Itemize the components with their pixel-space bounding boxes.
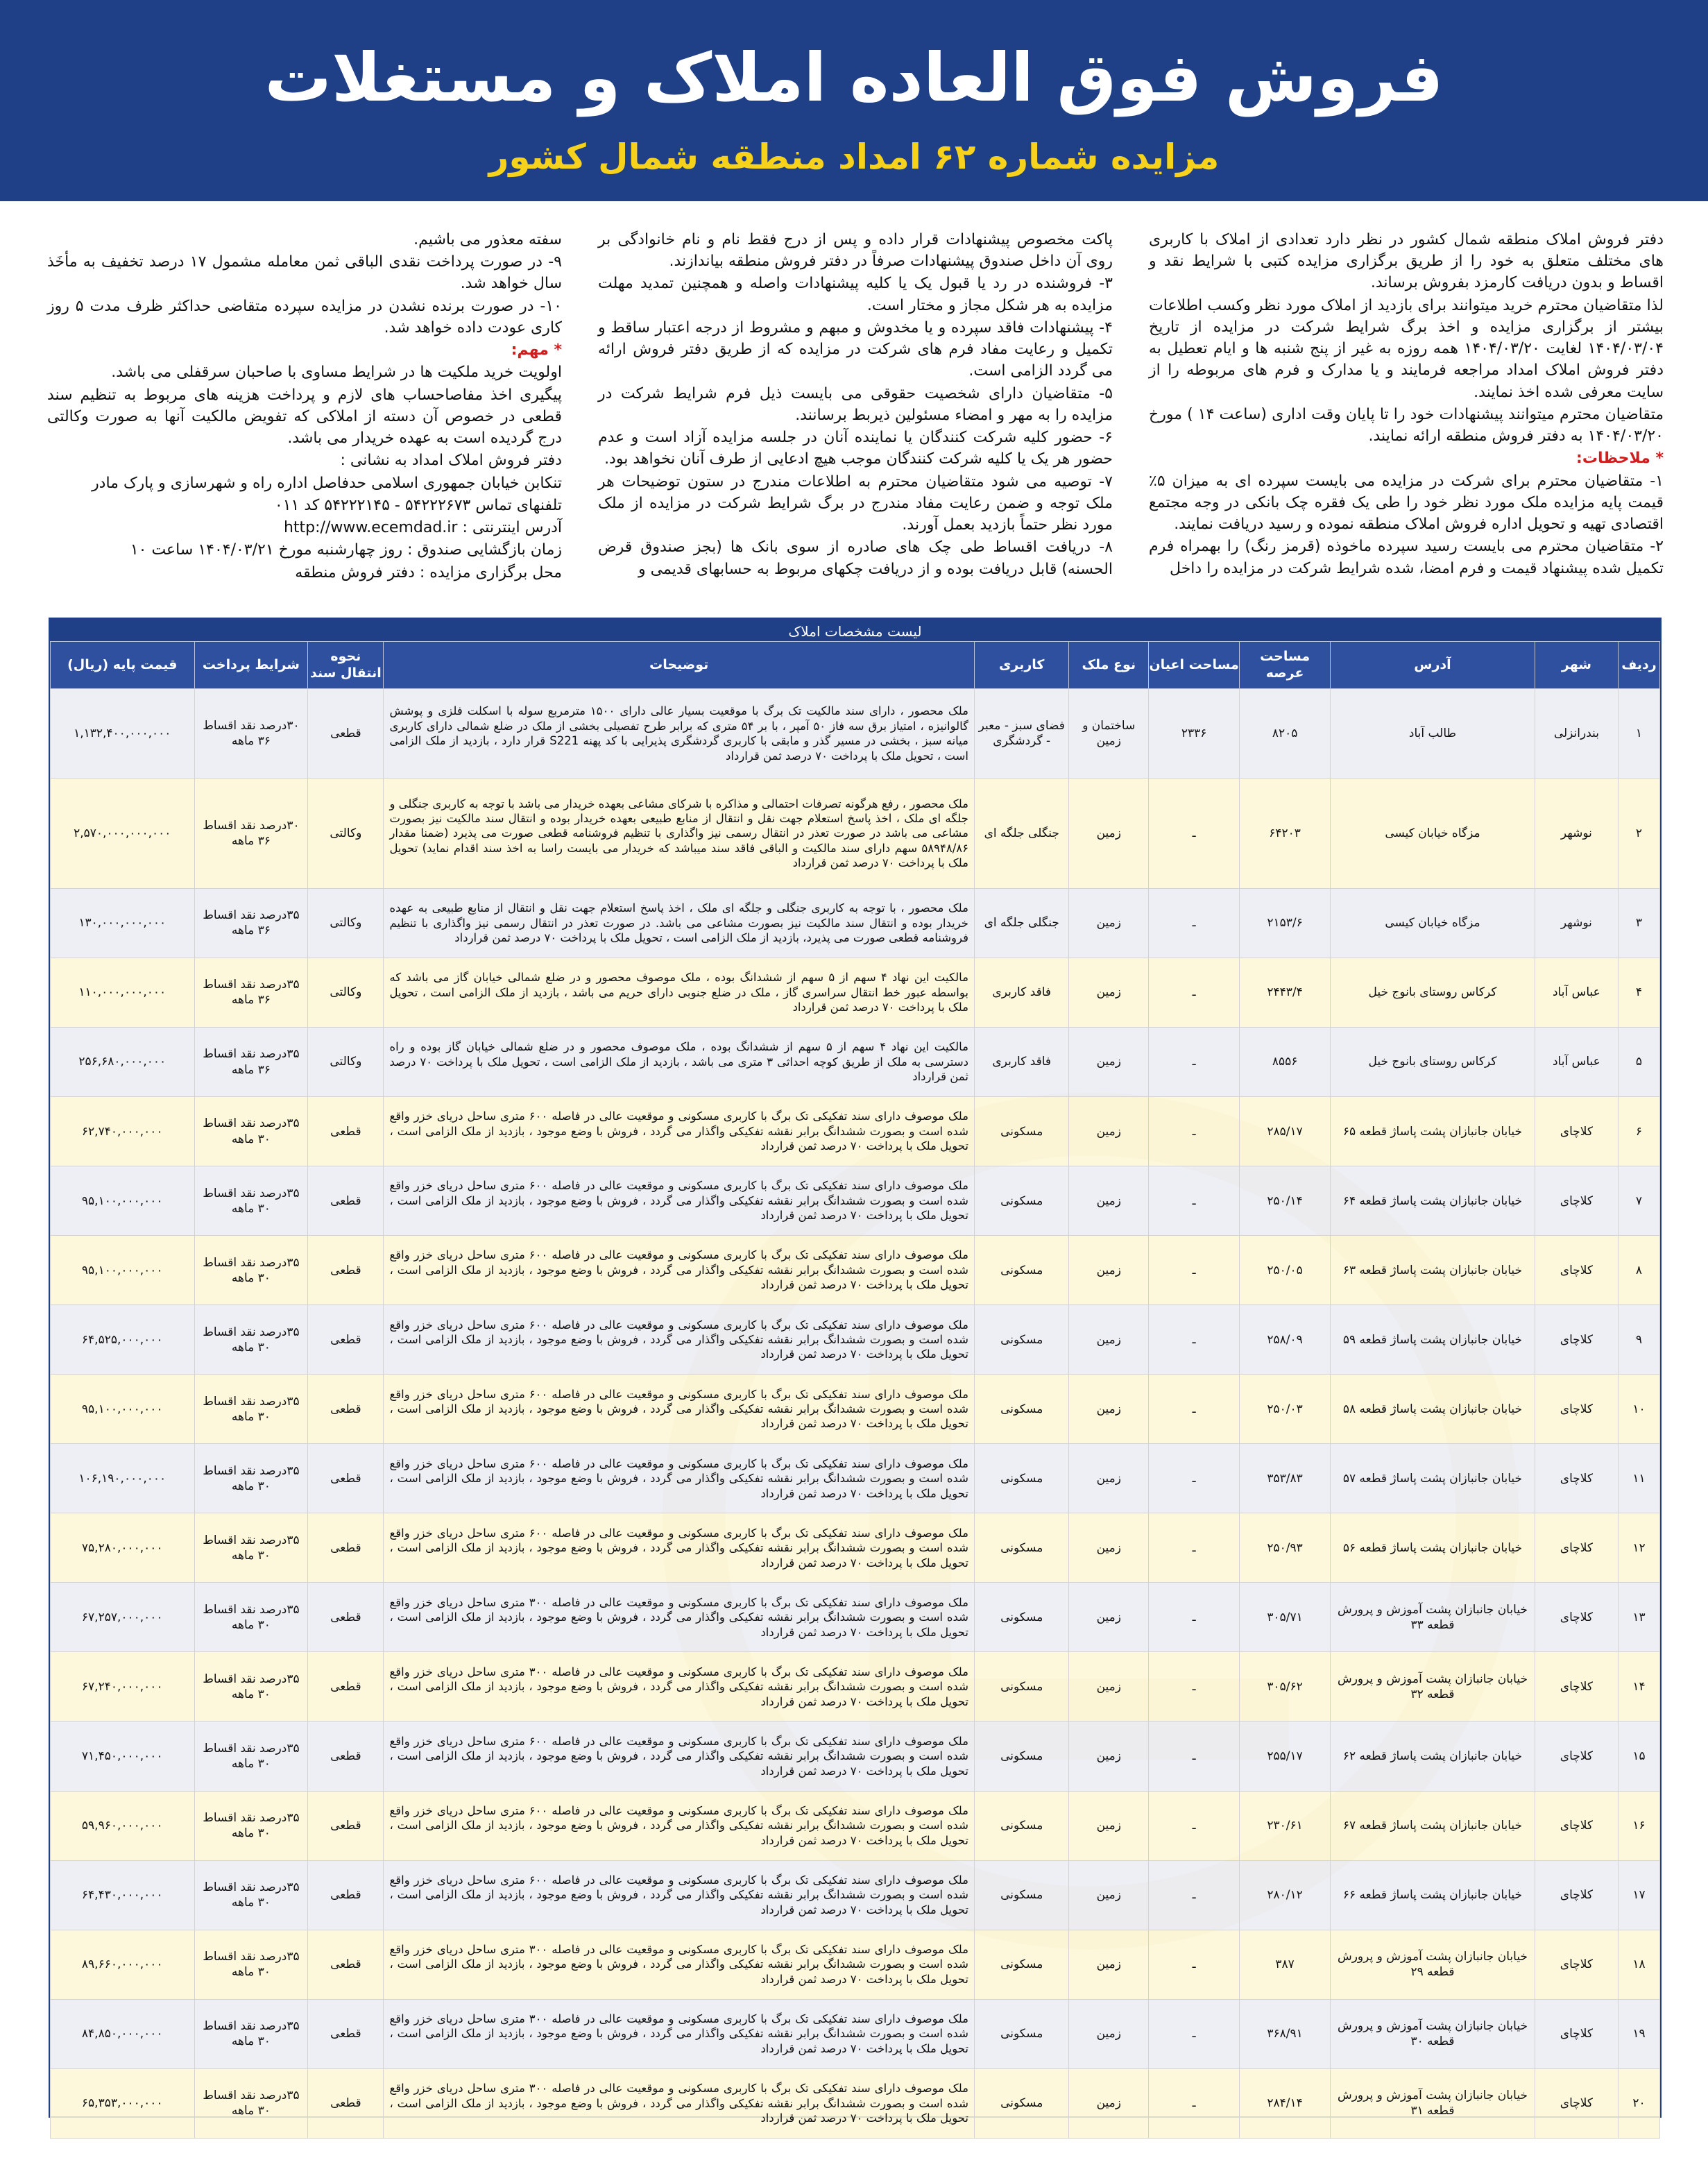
cell-usage: جنگلی جلگه ای [975, 888, 1069, 958]
cell-address: خیابان جانبازان پشت پاساژ قطعه ۵۶ [1331, 1513, 1535, 1583]
cell-transfer-type: قطعی [308, 1097, 384, 1166]
table-row [51, 779, 1660, 889]
cell-building-area: ـ [1149, 1027, 1240, 1096]
cell-transfer-type: قطعی [308, 1513, 384, 1583]
cell-payment-terms: ۳۰درصد نقد اقساط ۳۶ ماهه [194, 689, 308, 779]
cell-building-area: ـ [1149, 1791, 1240, 1860]
cell-description: ملک محصور ، رفع هرگونه تصرفات احتمالی و مذاکره با شرکای مشاعی بعهده خریدار می باشد با توجه به کاربری جنگلی و جلگه ای ملک ، اخذ پاسخ استعلام جهت نقل و انتقال از منابع طبیعی بعهده خریدار بوده و انتقال سند مالکیت نیز بصورت مشاعی می باشد در صورت تعذر در انتقال رسمی نیز واگذاری با تنظیم فروشنامه قطعی صورت می پذیرد (ضمنا مقدار ۵۸۹۴۸/۸۶ سهم دارای سند مالکیت و الباقی فاقد سند میباشد که خریدار می بایست راسا به اخذ سند اقدام نماید) تحویل ملک با پرداخت ۷۰ درصد ثمن قرارداد [384, 779, 975, 889]
cell-usage: مسکونی [975, 1652, 1069, 1722]
cell-address: خیابان جانبازان پشت آموزش و پرورش قطعه ۳۰ [1331, 1999, 1535, 2068]
cell-address: خیابان جانبازان پشت آموزش و پرورش قطعه ۳۲ [1331, 1652, 1535, 1722]
cell-land-area: ۲۸۰/۱۲ [1240, 1860, 1331, 1930]
cell-row-number: ۱۰ [1618, 1375, 1659, 1444]
cell-property-type: زمین [1069, 958, 1149, 1027]
page-header [0, 0, 1708, 201]
table-row [51, 2068, 1660, 2138]
cell-transfer-type: قطعی [308, 2068, 384, 2138]
note-item: ۸- دریافت اقساط طی چک های صادره از سوی بانک ها (بجز صندوق قرض الحسنه) قابل دریافت بوده و از دریافت چکهای مربوط به حسابهای قدیمی و [598, 538, 1113, 578]
important-label: * مهم: [511, 341, 562, 359]
cell-payment-terms: ۳۵درصد نقد اقساط ۳۰ ماهه [194, 1375, 308, 1444]
cell-row-number: ۱۱ [1618, 1444, 1659, 1513]
cell-usage: جنگلی جلگه ای [975, 779, 1069, 889]
cell-city: کلاچای [1535, 1236, 1618, 1305]
page-subtitle: مزایده شماره ۶۲ امداد منطقه شمال کشور [488, 137, 1220, 177]
cell-building-area: ـ [1149, 1444, 1240, 1513]
cell-city: کلاچای [1535, 1444, 1618, 1513]
cell-address: کرکاس روستای بانوج خیل [1331, 958, 1535, 1027]
cell-row-number: ۲۰ [1618, 2068, 1659, 2138]
cell-transfer-type: قطعی [308, 1860, 384, 1930]
cell-usage: مسکونی [975, 1513, 1069, 1583]
cell-base-price: ۶۲,۷۴۰,۰۰۰,۰۰۰ [51, 1097, 195, 1166]
col-header-building-area: مساحت اعیان [1149, 642, 1240, 689]
cell-description: ملک موصوف دارای سند تفکیکی تک برگ با کاربری مسکونی و موقعیت عالی در فاصله ۶۰۰ متری ساحل دریای خزر واقع شده است و بصورت ششدانگ برابر نقشه تفکیکی واگذار می گردد ، فروش با وضع موجود ، بازدید از ملک الزامی است ، تحویل ملک با پرداخت ۷۰ درصد ثمن قرارداد [384, 1305, 975, 1375]
cell-payment-terms: ۳۵درصد نقد اقساط ۳۶ ماهه [194, 888, 308, 958]
cell-usage: مسکونی [975, 1722, 1069, 1791]
cell-property-type: زمین [1069, 779, 1149, 889]
cell-property-type: زمین [1069, 1097, 1149, 1166]
cell-description: مالکیت این نهاد ۴ سهم از ۵ سهم از ششدانگ بوده ، ملک موصوف محصور و در ضلع شمالی خیابان گاز می باشد که بواسطه عبور خط انتقال سراسری گاز ، ملک در ضلع جنوبی دارای حریم می باشد ، بازدید از ملک الزامی است ، تحویل ملک با پرداخت ۷۰ درصد ثمن قرارداد [384, 958, 975, 1027]
cell-land-area: ۲۵۰/۱۴ [1240, 1166, 1331, 1236]
cell-payment-terms: ۳۵درصد نقد اقساط ۳۰ ماهه [194, 1791, 308, 1860]
cell-address: خیابان جانبازان پشت پاساژ قطعه ۶۲ [1331, 1722, 1535, 1791]
cell-base-price: ۶۷,۲۴۰,۰۰۰,۰۰۰ [51, 1652, 195, 1722]
cell-description: ملک موصوف دارای سند تفکیکی تک برگ با کاربری مسکونی و موقعیت عالی در فاصله ۳۰۰ متری ساحل دریای خزر واقع شده است و بصورت ششدانگ برابر نقشه تفکیکی واگذار می گردد ، فروش با وضع موجود ، بازدید از ملک الزامی است ، تحویل ملک با پرداخت ۷۰ درصد ثمن قرارداد [384, 1930, 975, 1999]
cell-row-number: ۷ [1618, 1166, 1659, 1236]
table-row [51, 1860, 1660, 1930]
col-header-transfer-type: نحوه انتقال سند [308, 642, 384, 689]
cell-address: خیابان جانبازان پشت آموزش و پرورش قطعه ۲۹ [1331, 1930, 1535, 1999]
cell-payment-terms: ۳۵درصد نقد اقساط ۳۰ ماهه [194, 1305, 308, 1375]
note-item: سفته معذور می باشیم. [413, 231, 562, 248]
cell-base-price: ۱۱۰,۰۰۰,۰۰۰,۰۰۰ [51, 958, 195, 1027]
cell-transfer-type: قطعی [308, 1236, 384, 1305]
cell-building-area: ـ [1149, 1652, 1240, 1722]
cell-land-area: ۲۸۵/۱۷ [1240, 1097, 1331, 1166]
table-row [51, 958, 1660, 1027]
cell-description: ملک موصوف دارای سند تفکیکی تک برگ با کاربری مسکونی و موقعیت عالی در فاصله ۳۰۰ متری ساحل دریای خزر واقع شده است و بصورت ششدانگ برابر نقشه تفکیکی واگذار می گردد ، فروش با وضع موجود ، بازدید از ملک الزامی است ، تحویل ملک با پرداخت ۷۰ درصد ثمن قرارداد [384, 2068, 975, 2138]
note-item: پاکت مخصوص پیشنهادات قرار داده و پس از درج فقط نام و نام خانوادگی بر روی آن داخل صندوق پیشنهادات صرفاً در دفتر فروش منطقه بیاندازند. [598, 231, 1113, 271]
property-table-container [49, 618, 1662, 2125]
cell-address: خیابان جانبازان پشت پاساژ قطعه ۵۸ [1331, 1375, 1535, 1444]
cell-payment-terms: ۳۵درصد نقد اقساط ۳۰ ماهه [194, 1444, 308, 1513]
cell-usage: مسکونی [975, 1999, 1069, 2068]
important-item: اولویت خرید ملکیت ها در شرایط مساوی با صاحبان سرقفلی می باشد. [111, 364, 562, 382]
cell-building-area: ـ [1149, 1375, 1240, 1444]
cell-transfer-type: وکالتی [308, 888, 384, 958]
cell-base-price: ۹۵,۱۰۰,۰۰۰,۰۰۰ [51, 1166, 195, 1236]
cell-transfer-type: وکالتی [308, 958, 384, 1027]
cell-usage: مسکونی [975, 2068, 1069, 2138]
cell-payment-terms: ۳۵درصد نقد اقساط ۳۰ ماهه [194, 1860, 308, 1930]
cell-description: ملک محصور ، با توجه به کاربری جنگلی و جلگه ای ملک ، اخذ پاسخ استعلام جهت نقل و انتقال از منابع طبیعی به عهده خریدار بوده و انتقال سند مالکیت نیز بصورت مشاعی می باشد. در صورت تعذر در انتقال رسمی نیز واگذاری با تنظیم فروشنامه قطعی صورت می پذیرد، بازدید از ملک الزامی است ، تحویل ملک با پرداخت ۷۰ درصد ثمن قرارداد [384, 888, 975, 958]
cell-base-price: ۲,۵۷۰,۰۰۰,۰۰۰,۰۰۰ [51, 779, 195, 889]
table-row [51, 1236, 1660, 1305]
office-address-label: دفتر فروش املاک امداد به نشانی : [340, 452, 562, 470]
cell-city: کلاچای [1535, 1930, 1618, 1999]
cell-description: ملک موصوف دارای سند تفکیکی تک برگ با کاربری مسکونی و موقعیت عالی در فاصله ۳۰۰ متری ساحل دریای خزر واقع شده است و بصورت ششدانگ برابر نقشه تفکیکی واگذار می گردد ، فروش با وضع موجود ، بازدید از ملک الزامی است ، تحویل ملک با پرداخت ۷۰ درصد ثمن قرارداد [384, 1999, 975, 2068]
cell-base-price: ۸۴,۸۵۰,۰۰۰,۰۰۰ [51, 1999, 195, 2068]
cell-land-area: ۶۴۲۰۳ [1240, 779, 1331, 889]
cell-land-area: ۸۵۵۶ [1240, 1027, 1331, 1096]
cell-address: خیابان جانبازان پشت آموزش و پرورش قطعه ۳۱ [1331, 2068, 1535, 2138]
cell-row-number: ۱۷ [1618, 1860, 1659, 1930]
cell-transfer-type: قطعی [308, 1722, 384, 1791]
note-item: ۹- در صورت پرداخت نقدی الباقی ثمن معامله مشمول ۱۷ درصد تخفیف به مأخَذ سال خواهد شد. [47, 253, 562, 293]
cell-building-area: ـ [1149, 779, 1240, 889]
cell-payment-terms: ۳۵درصد نقد اقساط ۳۶ ماهه [194, 1027, 308, 1096]
cell-property-type: زمین [1069, 1860, 1149, 1930]
box-opening-time: زمان بازگشایی صندوق : روز چهارشنبه مورخ ۱۴۰۴/۰۳/۲۱ ساعت ۱۰ [130, 541, 562, 559]
cell-usage: مسکونی [975, 1583, 1069, 1652]
cell-city: کلاچای [1535, 1583, 1618, 1652]
col-header-payment-terms: شرایط پرداخت [194, 642, 308, 689]
cell-city: کلاچای [1535, 1513, 1618, 1583]
cell-address: خیابان جانبازان پشت پاساژ قطعه ۵۹ [1331, 1305, 1535, 1375]
cell-usage: مسکونی [975, 1097, 1069, 1166]
cell-land-area: ۲۳۰/۶۱ [1240, 1791, 1331, 1860]
cell-transfer-type: قطعی [308, 1444, 384, 1513]
cell-city: کلاچای [1535, 2068, 1618, 2138]
important-item: پیگیری اخذ مفاصاحساب های لازم و پرداخت هزینه های مربوط به تنظیم سند قطعی در خصوص آن دسته از املاکی که تفویض مالکیت آنها به صورت وکالتی درج گردیده است به عهده خریدار می باشد. [47, 386, 562, 448]
property-table [50, 619, 1660, 2139]
cell-row-number: ۳ [1618, 888, 1659, 958]
cell-description: ملک محصور ، دارای سند مالکیت تک برگ با موقعیت بسیار عالی دارای ۱۵۰۰ مترمربع سوله با اسکلت فلزی و پوشش گالوانیزه ، امتیاز برق سه فاز ۵۰ آمپر ، با بر ۵۴ متری که برابر طرح تفصیلی بخشی از ملک در ضلع شمالی دارای کاربری میانه سبز ، بخشی در مسیر گذر و مابقی با کاربری گردشگری پذیرایی با کد پهنه S221 قرار دارد ، بازدید از ملک الزامی است ، تحویل ملک با پرداخت ۷۰ درصد ثمن قرارداد [384, 689, 975, 779]
cell-city: نوشهر [1535, 779, 1618, 889]
cell-property-type: زمین [1069, 2068, 1149, 2138]
cell-description: ملک موصوف دارای سند تفکیکی تک برگ با کاربری مسکونی و موقعیت عالی در فاصله ۶۰۰ متری ساحل دریای خزر واقع شده است و بصورت ششدانگ برابر نقشه تفکیکی واگذار می گردد ، فروش با وضع موجود ، بازدید از ملک الزامی است ، تحویل ملک با پرداخت ۷۰ درصد ثمن قرارداد [384, 1722, 975, 1791]
cell-address: مزگاه خیابان کیسی [1331, 779, 1535, 889]
cell-row-number: ۹ [1618, 1305, 1659, 1375]
cell-base-price: ۹۵,۱۰۰,۰۰۰,۰۰۰ [51, 1375, 195, 1444]
table-row [51, 1097, 1660, 1166]
cell-row-number: ۶ [1618, 1097, 1659, 1166]
cell-land-area: ۳۵۳/۸۳ [1240, 1444, 1331, 1513]
cell-description: مالکیت این نهاد ۴ سهم از ۵ سهم از ششدانگ بوده ، ملک موصوف محصور و در ضلع شمالی خیابان گاز بوده و راه دسترسی به ملک از طریق کوچه احداثی ۳ متری می باشد ، بازدید از ملک الزامی است ، تحویل ملک با پرداخت ۷۰ درصد ثمن قرارداد [384, 1027, 975, 1096]
cell-land-area: ۲۴۴۳/۴ [1240, 958, 1331, 1027]
cell-payment-terms: ۳۵درصد نقد اقساط ۳۰ ماهه [194, 1236, 308, 1305]
table-header-row [51, 642, 1660, 689]
cell-usage: مسکونی [975, 1236, 1069, 1305]
cell-building-area: ـ [1149, 1860, 1240, 1930]
cell-city: کلاچای [1535, 1860, 1618, 1930]
table-row [51, 888, 1660, 958]
cell-address: خیابان جانبازان پشت آموزش و پرورش قطعه ۳۳ [1331, 1583, 1535, 1652]
cell-base-price: ۱۳۰,۰۰۰,۰۰۰,۰۰۰ [51, 888, 195, 958]
cell-property-type: زمین [1069, 1375, 1149, 1444]
cell-base-price: ۵۹,۹۶۰,۰۰۰,۰۰۰ [51, 1791, 195, 1860]
cell-row-number: ۴ [1618, 958, 1659, 1027]
cell-description: ملک موصوف دارای سند تفکیکی تک برگ با کاربری مسکونی و موقعیت عالی در فاصله ۶۰۰ متری ساحل دریای خزر واقع شده است و بصورت ششدانگ برابر نقشه تفکیکی واگذار می گردد ، فروش با وضع موجود ، بازدید از ملک الزامی است ، تحویل ملک با پرداخت ۷۰ درصد ثمن قرارداد [384, 1166, 975, 1236]
cell-description: ملک موصوف دارای سند تفکیکی تک برگ با کاربری مسکونی و موقعیت عالی در فاصله ۶۰۰ متری ساحل دریای خزر واقع شده است و بصورت ششدانگ برابر نقشه تفکیکی واگذار می گردد ، فروش با وضع موجود ، بازدید از ملک الزامی است ، تحویل ملک با پرداخت ۷۰ درصد ثمن قرارداد [384, 1236, 975, 1305]
col-header-base-price: قیمت پایه (ریال) [51, 642, 195, 689]
cell-row-number: ۱۴ [1618, 1652, 1659, 1722]
cell-description: ملک موصوف دارای سند تفکیکی تک برگ با کاربری مسکونی و موقعیت عالی در فاصله ۶۰۰ متری ساحل دریای خزر واقع شده است و بصورت ششدانگ برابر نقشه تفکیکی واگذار می گردد ، فروش با وضع موجود ، بازدید از ملک الزامی است ، تحویل ملک با پرداخت ۷۰ درصد ثمن قرارداد [384, 1860, 975, 1930]
cell-building-area: ـ [1149, 1722, 1240, 1791]
cell-property-type: زمین [1069, 1930, 1149, 1999]
cell-transfer-type: وکالتی [308, 779, 384, 889]
table-body [51, 689, 1660, 2139]
cell-property-type: زمین [1069, 1444, 1149, 1513]
cell-transfer-type: قطعی [308, 1791, 384, 1860]
col-header-description: توضیحات [384, 642, 975, 689]
cell-city: کلاچای [1535, 1999, 1618, 2068]
cell-transfer-type: قطعی [308, 1999, 384, 2068]
cell-address: خیابان جانبازان پشت پاساژ قطعه ۶۵ [1331, 1097, 1535, 1166]
cell-transfer-type: وکالتی [308, 1027, 384, 1096]
cell-address: کرکاس روستای بانوج خیل [1331, 1027, 1535, 1096]
cell-description: ملک موصوف دارای سند تفکیکی تک برگ با کاربری مسکونی و موقعیت عالی در فاصله ۶۰۰ متری ساحل دریای خزر واقع شده است و بصورت ششدانگ برابر نقشه تفکیکی واگذار می گردد ، فروش با وضع موجود ، بازدید از ملک الزامی است ، تحویل ملک با پرداخت ۷۰ درصد ثمن قرارداد [384, 1097, 975, 1166]
cell-transfer-type: قطعی [308, 1305, 384, 1375]
cell-base-price: ۸۹,۶۶۰,۰۰۰,۰۰۰ [51, 1930, 195, 1999]
cell-row-number: ۱۳ [1618, 1583, 1659, 1652]
cell-building-area: ـ [1149, 1166, 1240, 1236]
note-item: ۳- فروشنده در رد یا قبول یک یا کلیه پیشنهادات واصله و همچنین تمدید مهلت مزایده به هر شکل مجاز و مختار است. [598, 275, 1113, 314]
cell-address: خیابان جانبازان پشت پاساژ قطعه ۵۷ [1331, 1444, 1535, 1513]
cell-building-area: ـ [1149, 1305, 1240, 1375]
note-item: ۱۰- در صورت برنده نشدن در مزایده سپرده متقاضی حداکثر ظرف مدت ۵ روز کاری عودت داده خواهد شد. [47, 297, 562, 337]
note-item: ۲- متقاضیان محترم می بایست رسید سپرده ماخوذه (قرمز رنگ) را بهمراه فرم تکمیل شده پیشنهاد قیمت و فرم امضا، شده شرایط شرکت در مزایده را داخل [1149, 538, 1664, 577]
cell-city: کلاچای [1535, 1652, 1618, 1722]
note-item: ۴- پیشنهادات فاقد سپرده و یا مخدوش و مبهم و مشروط از درجه اعتبار ساقط و تکمیل و رعایت مفاد فرم های شرکت در مزایده که از طریق دفتر فروش ارائه می گردد الزامی است. [598, 318, 1113, 380]
cell-base-price: ۶۷,۲۵۷,۰۰۰,۰۰۰ [51, 1583, 195, 1652]
cell-base-price: ۲۵۶,۶۸۰,۰۰۰,۰۰۰ [51, 1027, 195, 1096]
cell-payment-terms: ۳۵درصد نقد اقساط ۳۰ ماهه [194, 1652, 308, 1722]
cell-row-number: ۵ [1618, 1027, 1659, 1096]
col-header-city: شهر [1535, 642, 1618, 689]
cell-row-number: ۲ [1618, 779, 1659, 889]
cell-land-area: ۲۵۰/۰۵ [1240, 1236, 1331, 1305]
cell-land-area: ۳۸۷ [1240, 1930, 1331, 1999]
cell-description: ملک موصوف دارای سند تفکیکی تک برگ با کاربری مسکونی و موقعیت عالی در فاصله ۶۰۰ متری ساحل دریای خزر واقع شده است و بصورت ششدانگ برابر نقشه تفکیکی واگذار می گردد ، فروش با وضع موجود ، بازدید از ملک الزامی است ، تحویل ملک با پرداخت ۷۰ درصد ثمن قرارداد [384, 1444, 975, 1513]
cell-usage: فاقد کاربری [975, 958, 1069, 1027]
cell-land-area: ۲۵۸/۰۹ [1240, 1305, 1331, 1375]
cell-city: کلاچای [1535, 1166, 1618, 1236]
cell-usage: فضای سبز - معبر - گردشگری [975, 689, 1069, 779]
cell-row-number: ۱ [1618, 689, 1659, 779]
cell-building-area: ـ [1149, 1930, 1240, 1999]
cell-property-type: زمین [1069, 888, 1149, 958]
cell-usage: مسکونی [975, 1305, 1069, 1375]
cell-description: ملک موصوف دارای سند تفکیکی تک برگ با کاربری مسکونی و موقعیت عالی در فاصله ۳۰۰ متری ساحل دریای خزر واقع شده است و بصورت ششدانگ برابر نقشه تفکیکی واگذار می گردد ، فروش با وضع موجود ، بازدید از ملک الزامی است ، تحویل ملک با پرداخت ۷۰ درصد ثمن قرارداد [384, 1583, 975, 1652]
cell-payment-terms: ۳۵درصد نقد اقساط ۳۰ ماهه [194, 2068, 308, 2138]
intro-paragraph: متقاضیان محترم میتوانند پیشنهادات خود را تا پایان وقت اداری (ساعت ۱۴ ) مورخ ۱۴۰۴/۰۳/۲۰ به دفتر فروش منطقه ارائه نمایند. [1149, 405, 1664, 445]
cell-property-type: ساختمان و زمین [1069, 689, 1149, 779]
cell-land-area: ۲۱۵۳/۶ [1240, 888, 1331, 958]
cell-property-type: زمین [1069, 1236, 1149, 1305]
office-address: تنکابن خیابان جمهوری اسلامی حدفاصل اداره راه و شهرسازی و پارک مادر [92, 474, 562, 492]
cell-usage: مسکونی [975, 1375, 1069, 1444]
cell-payment-terms: ۳۵درصد نقد اقساط ۳۰ ماهه [194, 1097, 308, 1166]
cell-transfer-type: قطعی [308, 1375, 384, 1444]
cell-property-type: زمین [1069, 1583, 1149, 1652]
cell-building-area: ـ [1149, 1236, 1240, 1305]
cell-usage: مسکونی [975, 1166, 1069, 1236]
office-phones: تلفنهای تماس ۵۴۲۲۲۶۷۳ - ۵۴۲۲۲۱۴۵ کد ۰۱۱ [274, 496, 562, 514]
cell-base-price: ۱,۱۳۲,۴۰۰,۰۰۰,۰۰۰ [51, 689, 195, 779]
table-row [51, 1791, 1660, 1860]
cell-building-area: ـ [1149, 1999, 1240, 2068]
cell-land-area: ۲۸۴/۱۴ [1240, 2068, 1331, 2138]
cell-address: خیابان جانبازان پشت پاساژ قطعه ۶۳ [1331, 1236, 1535, 1305]
cell-city: کلاچای [1535, 1305, 1618, 1375]
cell-land-area: ۳۰۵/۷۱ [1240, 1583, 1331, 1652]
cell-payment-terms: ۳۵درصد نقد اقساط ۳۰ ماهه [194, 1930, 308, 1999]
cell-payment-terms: ۳۵درصد نقد اقساط ۳۰ ماهه [194, 1166, 308, 1236]
table-row [51, 1305, 1660, 1375]
table-row [51, 1583, 1660, 1652]
cell-base-price: ۶۴,۴۳۰,۰۰۰,۰۰۰ [51, 1860, 195, 1930]
cell-property-type: زمین [1069, 1652, 1149, 1722]
cell-address: طالب آباد [1331, 689, 1535, 779]
cell-address: مزگاه خیابان کیسی [1331, 888, 1535, 958]
cell-city: عباس آباد [1535, 1027, 1618, 1096]
intro-column-right [1149, 229, 1664, 597]
col-header-usage: کاربری [975, 642, 1069, 689]
table-row [51, 1513, 1660, 1583]
note-item: ۶- حضور کلیه شرکت کنندگان یا نماینده آنان در جلسه مزایده آزاد است و عدم حضور هر یک یا کلیه شرکت کنندگان موجب هیچ ادعایی از طرف آنان نخواهد بود. [598, 429, 1113, 468]
col-header-row-number: ردیف [1618, 642, 1659, 689]
cell-building-area: ـ [1149, 1583, 1240, 1652]
table-row [51, 1375, 1660, 1444]
col-header-address: آدرس [1331, 642, 1535, 689]
cell-building-area: ـ [1149, 888, 1240, 958]
cell-base-price: ۱۰۶,۱۹۰,۰۰۰,۰۰۰ [51, 1444, 195, 1513]
cell-usage: مسکونی [975, 1930, 1069, 1999]
table-row [51, 1930, 1660, 1999]
note-item: ۱- متقاضیان محترم برای شرکت در مزایده می بایست سپرده ای به میزان ۵٪ قیمت پایه مزایده ملک مورد نظر خود را طی یک فقره چک بانکی در وجه مجتمع اقتصادی تهیه و تحویل اداره فروش املاک منطقه نموده و رسید دریافت نمایند. [1149, 472, 1664, 534]
cell-city: کلاچای [1535, 1722, 1618, 1791]
cell-address: خیابان جانبازان پشت پاساژ قطعه ۶۷ [1331, 1791, 1535, 1860]
cell-building-area: ـ [1149, 1097, 1240, 1166]
cell-building-area: ۲۳۳۶ [1149, 689, 1240, 779]
cell-row-number: ۱۶ [1618, 1791, 1659, 1860]
table-row [51, 689, 1660, 779]
cell-city: بندرانزلی [1535, 689, 1618, 779]
intro-paragraph: لذا متقاضیان محترم خرید میتوانند برای بازدید از املاک مورد نظر وکسب اطلاعات بیشتر از برگزاری مزایده و اخذ برگ شرایط شرکت در مزایده از تاریخ ۱۴۰۴/۰۳/۰۴ لغایت ۱۴۰۴/۰۳/۲۰ همه روزه به غیر از پنج شنبه ها و ایام تعطیل به دفتر فروش املاک امداد مراجعه فرمایند و یا مدارک و فرم های مربوطه را از سایت معرفی شده اخذ نمایند. [1149, 296, 1664, 401]
cell-payment-terms: ۳۰درصد نقد اقساط ۳۶ ماهه [194, 779, 308, 889]
cell-base-price: ۷۱,۴۵۰,۰۰۰,۰۰۰ [51, 1722, 195, 1791]
cell-property-type: زمین [1069, 1513, 1149, 1583]
cell-transfer-type: قطعی [308, 1166, 384, 1236]
cell-land-area: ۲۵۵/۱۷ [1240, 1722, 1331, 1791]
cell-usage: مسکونی [975, 1444, 1069, 1513]
cell-payment-terms: ۳۵درصد نقد اقساط ۳۰ ماهه [194, 1722, 308, 1791]
cell-property-type: زمین [1069, 1027, 1149, 1096]
auction-venue: محل برگزاری مزایده : دفتر فروش منطقه [295, 563, 562, 581]
cell-usage: فاقد کاربری [975, 1027, 1069, 1096]
cell-address: خیابان جانبازان پشت پاساژ قطعه ۶۴ [1331, 1166, 1535, 1236]
cell-transfer-type: قطعی [308, 1583, 384, 1652]
cell-base-price: ۶۵,۳۵۳,۰۰۰,۰۰۰ [51, 2068, 195, 2138]
cell-building-area: ـ [1149, 1513, 1240, 1583]
page-title: فروش فوق العاده املاک و مستغلات [264, 39, 1444, 117]
cell-land-area: ۳۶۸/۹۱ [1240, 1999, 1331, 2068]
cell-land-area: ۲۵۰/۹۳ [1240, 1513, 1331, 1583]
cell-base-price: ۷۵,۲۸۰,۰۰۰,۰۰۰ [51, 1513, 195, 1583]
notes-label: * ملاحظات: [1576, 450, 1664, 468]
cell-land-area: ۲۵۰/۰۳ [1240, 1375, 1331, 1444]
note-item: ۵- متقاضیان دارای شخصیت حقوقی می بایست ذیل فرم شرایط شرکت در مزایده را به مهر و امضاء مسئولین ذیربط برسانند. [598, 384, 1113, 424]
cell-usage: مسکونی [975, 1791, 1069, 1860]
cell-payment-terms: ۳۵درصد نقد اقساط ۳۰ ماهه [194, 1999, 308, 2068]
cell-city: نوشهر [1535, 888, 1618, 958]
cell-city: کلاچای [1535, 1375, 1618, 1444]
col-header-property-type: نوع ملک [1069, 642, 1149, 689]
cell-description: ملک موصوف دارای سند تفکیکی تک برگ با کاربری مسکونی و موقعیت عالی در فاصله ۶۰۰ متری ساحل دریای خزر واقع شده است و بصورت ششدانگ برابر نقشه تفکیکی واگذار می گردد ، فروش با وضع موجود ، بازدید از ملک الزامی است ، تحویل ملک با پرداخت ۷۰ درصد ثمن قرارداد [384, 1791, 975, 1860]
cell-base-price: ۹۵,۱۰۰,۰۰۰,۰۰۰ [51, 1236, 195, 1305]
cell-row-number: ۱۸ [1618, 1930, 1659, 1999]
cell-base-price: ۶۴,۵۲۵,۰۰۰,۰۰۰ [51, 1305, 195, 1375]
cell-row-number: ۱۹ [1618, 1999, 1659, 2068]
cell-usage: مسکونی [975, 1860, 1069, 1930]
cell-row-number: ۱۵ [1618, 1722, 1659, 1791]
cell-property-type: زمین [1069, 1999, 1149, 2068]
table-row [51, 1444, 1660, 1513]
intro-column-middle [598, 229, 1113, 597]
cell-building-area: ـ [1149, 2068, 1240, 2138]
table-row [51, 1166, 1660, 1236]
table-row [51, 1652, 1660, 1722]
cell-transfer-type: قطعی [308, 689, 384, 779]
cell-land-area: ۳۰۵/۶۲ [1240, 1652, 1331, 1722]
cell-row-number: ۱۲ [1618, 1513, 1659, 1583]
website-url[interactable]: آدرس اینترنتی : http://www.ecemdad.ir [283, 519, 562, 537]
cell-description: ملک موصوف دارای سند تفکیکی تک برگ با کاربری مسکونی و موقعیت عالی در فاصله ۶۰۰ متری ساحل دریای خزر واقع شده است و بصورت ششدانگ برابر نقشه تفکیکی واگذار می گردد ، فروش با وضع موجود ، بازدید از ملک الزامی است ، تحویل ملک با پرداخت ۷۰ درصد ثمن قرارداد [384, 1513, 975, 1583]
cell-payment-terms: ۳۵درصد نقد اقساط ۳۶ ماهه [194, 958, 308, 1027]
cell-address: خیابان جانبازان پشت پاساژ قطعه ۶۶ [1331, 1860, 1535, 1930]
col-header-land-area: مساحت عرصه [1240, 642, 1331, 689]
cell-property-type: زمین [1069, 1722, 1149, 1791]
cell-land-area: ۸۲۰۵ [1240, 689, 1331, 779]
cell-description: ملک موصوف دارای سند تفکیکی تک برگ با کاربری مسکونی و موقعیت عالی در فاصله ۳۰۰ متری ساحل دریای خزر واقع شده است و بصورت ششدانگ برابر نقشه تفکیکی واگذار می گردد ، فروش با وضع موجود ، بازدید از ملک الزامی است ، تحویل ملک با پرداخت ۷۰ درصد ثمن قرارداد [384, 1652, 975, 1722]
cell-city: کلاچای [1535, 1097, 1618, 1166]
cell-property-type: زمین [1069, 1166, 1149, 1236]
intro-section [47, 229, 1664, 597]
table-row [51, 1027, 1660, 1096]
cell-description: ملک موصوف دارای سند تفکیکی تک برگ با کاربری مسکونی و موقعیت عالی در فاصله ۶۰۰ متری ساحل دریای خزر واقع شده است و بصورت ششدانگ برابر نقشه تفکیکی واگذار می گردد ، فروش با وضع موجود ، بازدید از ملک الزامی است ، تحویل ملک با پرداخت ۷۰ درصد ثمن قرارداد [384, 1375, 975, 1444]
cell-property-type: زمین [1069, 1305, 1149, 1375]
cell-payment-terms: ۳۵درصد نقد اقساط ۳۰ ماهه [194, 1513, 308, 1583]
cell-building-area: ـ [1149, 958, 1240, 1027]
cell-city: کلاچای [1535, 1791, 1618, 1860]
note-item: ۷- توصیه می شود متقاضیان محترم به اطلاعات مندرج در ستون توضیحات هر ملک توجه و ضمن رعایت مفاد مندرج در برگ شرایط شرکت در مزایده از ملک مورد نظر حتماً بازدید بعمل آورند. [598, 473, 1113, 534]
cell-payment-terms: ۳۵درصد نقد اقساط ۳۰ ماهه [194, 1583, 308, 1652]
cell-property-type: زمین [1069, 1791, 1149, 1860]
intro-paragraph: دفتر فروش املاک منطقه شمال کشور در نظر دارد تعدادی از املاک با کاربری های مختلف متعلق به خود را از طریق برگزاری مزایده کتبی با شرایط نقد و اقساط و بدون دریافت کارمزد بفروش برساند. [1149, 231, 1664, 292]
cell-row-number: ۸ [1618, 1236, 1659, 1305]
intro-column-left [47, 229, 562, 597]
table-caption: لیست مشخصات املاک [50, 619, 1660, 641]
cell-city: عباس آباد [1535, 958, 1618, 1027]
cell-transfer-type: قطعی [308, 1652, 384, 1722]
table-row [51, 1722, 1660, 1791]
table-row [51, 1999, 1660, 2068]
cell-transfer-type: قطعی [308, 1930, 384, 1999]
